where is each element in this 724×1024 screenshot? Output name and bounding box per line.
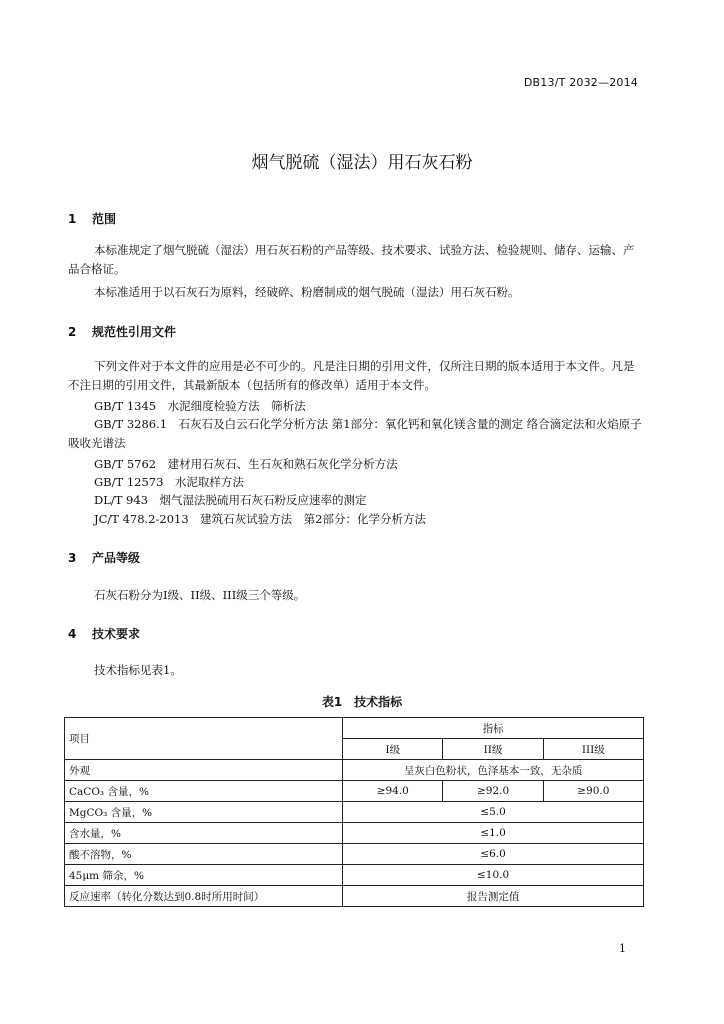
header-item-cell: 项目 [65,718,343,760]
reference-item: GB/T 5762 建材用石灰石、生石灰和熟石灰化学分析方法 [94,457,398,471]
row-value-cell: ≤5.0 [343,802,644,823]
reference-item: DL/T 943 烟气湿法脱硫用石灰石粉反应速率的测定 [94,493,367,507]
header-index-cell: 指标 [343,718,644,739]
table-row [65,781,644,802]
technical-index-table [64,717,644,907]
grade-cell: I级 [343,739,443,760]
row-item-cell: 含水量，% [65,823,343,844]
table-row [65,886,644,907]
row-item-cell: 酸不溶物，% [65,844,343,865]
row-value-cell: 呈灰白色粉状，色泽基本一致，无杂质 [343,760,644,781]
references-intro: 下列文件对于本文件的应用是必不可少的。凡是注日期的引用文件，仅所注日期的版本适用于本文件。凡是不注日期的引用文件，其最新版本（包括所有的修改单）适用于本文件。 [68,359,635,392]
table-row [65,802,644,823]
section-title: 技术要求 [92,627,141,641]
row-item-cell: 反应速率（转化分数达到0.8时所用时间） [65,886,343,907]
row-value-cell: ≤1.0 [343,823,644,844]
section-number: 3 [68,551,77,565]
row-value-cell: ≥94.0 [343,781,443,802]
document-title: 烟气脱硫（湿法）用石灰石粉 [251,153,473,173]
section-heading-grades [68,549,140,566]
row-value-cell: ≥90.0 [543,781,643,802]
grades-paragraph: 石灰石粉分为I级、II级、III级三个等级。 [94,588,306,602]
standard-code: DB13/T 2032—2014 [523,76,638,89]
row-item-cell: 外观 [65,760,343,781]
section-title: 范围 [92,212,117,226]
row-item-cell: MgCO₃ 含量，% [65,802,343,823]
section-heading-scope [68,210,116,227]
row-item-cell: 45μm 筛余，% [65,865,343,886]
table-caption: 表1 技术指标 [321,695,403,709]
section-title: 规范性引用文件 [92,325,177,339]
row-value-cell: ≥92.0 [443,781,543,802]
section-heading-references [68,323,176,340]
reference-item: GB/T 1345 水泥细度检验方法 筛析法 [94,399,306,413]
section-number: 4 [68,627,77,641]
section-heading-requirements [68,625,140,642]
requirements-paragraph: 技术指标见表1。 [94,663,182,677]
table-row [65,844,644,865]
grade-cell: III级 [543,739,643,760]
row-value-cell: 报告测定值 [343,886,644,907]
grade-cell: II级 [443,739,543,760]
table-row [65,760,644,781]
table-header-row [65,718,644,739]
reference-item: GB/T 3286.1 石灰石及白云石化学分析方法 第1部分：氧化钙和氧化镁含量的测定 络合滴定法和火焰原子吸收光谱法 [68,417,642,450]
row-value-cell: ≤10.0 [343,865,644,886]
row-value-cell: ≤6.0 [343,844,644,865]
table-row [65,865,644,886]
scope-paragraph-1: 本标准规定了烟气脱硫（湿法）用石灰石粉的产品等级、技术要求、试验方法、检验规则、储存、运输、产品合格证。 [68,243,635,276]
scope-paragraph-2: 本标准适用于以石灰石为原料，经破碎、粉磨制成的烟气脱硫（湿法）用石灰石粉。 [94,285,520,299]
page-number: 1 [619,942,626,955]
reference-item: GB/T 12573 水泥取样方法 [94,475,244,489]
table-row [65,823,644,844]
section-number: 1 [68,212,77,226]
row-item-cell: CaCO₃ 含量，% [65,781,343,802]
section-title: 产品等级 [92,551,141,565]
reference-item: JC/T 478.2-2013 建筑石灰试验方法 第2部分：化学分析方法 [94,512,426,526]
section-number: 2 [68,325,77,339]
